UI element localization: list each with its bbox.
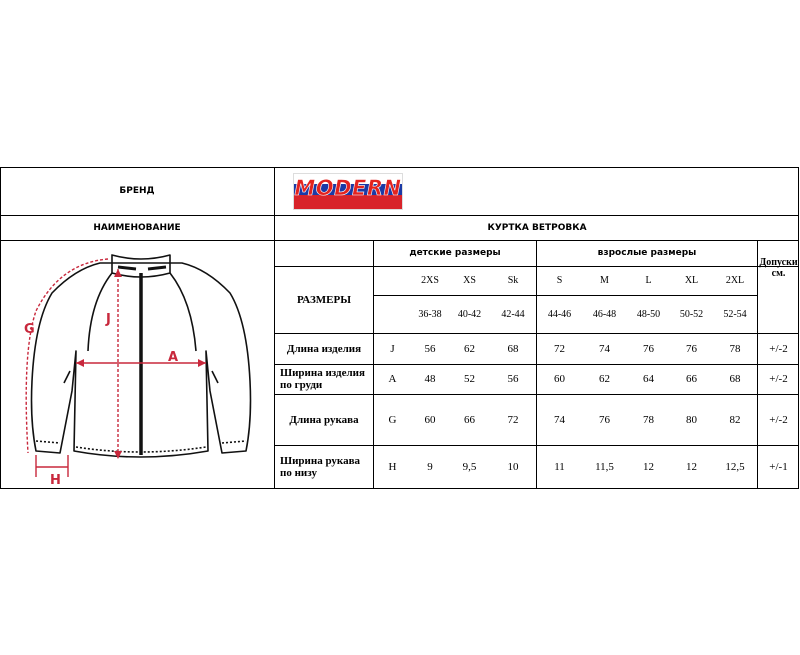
size-range-cell: 36-38 bbox=[418, 308, 442, 320]
measure-value: 9 bbox=[427, 461, 433, 473]
measure-value: 62 bbox=[599, 373, 610, 385]
measure-code: G bbox=[388, 413, 397, 426]
measure-value: 12 bbox=[686, 461, 697, 473]
measure-value: 72 bbox=[554, 342, 565, 355]
kids-sizes-header: детские размеры bbox=[409, 248, 501, 258]
measure-value: 66 bbox=[686, 373, 697, 385]
measure-value: 76 bbox=[599, 413, 610, 426]
measure-value: 76 bbox=[643, 342, 654, 355]
name-label: НАИМЕНОВАНИЕ bbox=[93, 222, 181, 233]
measure-value: 64 bbox=[643, 373, 654, 385]
brand-logo-text: MODERN bbox=[294, 176, 402, 200]
measure-value: 60 bbox=[554, 373, 565, 385]
measure-value: 12,5 bbox=[725, 461, 745, 473]
label-a: A bbox=[168, 350, 179, 365]
measure-g-line bbox=[26, 259, 108, 453]
size-range-cell: 48-50 bbox=[636, 308, 661, 320]
size-code-cell: XS bbox=[463, 275, 476, 286]
measure-name: Длина рукава bbox=[289, 413, 359, 426]
brand-logo bbox=[293, 173, 403, 210]
measure-value: 78 bbox=[643, 413, 654, 426]
sizes-label: РАЗМЕРЫ bbox=[296, 293, 352, 306]
measure-value: 68 bbox=[507, 342, 519, 355]
measure-value: 68 bbox=[729, 373, 741, 385]
tolerance-label: Допуски см. bbox=[759, 256, 798, 279]
measure-tolerance: +/-2 bbox=[769, 373, 788, 385]
measure-value: 56 bbox=[507, 373, 519, 385]
measure-value: 10 bbox=[507, 461, 519, 473]
measure-value: 60 bbox=[424, 413, 436, 426]
label-h: H bbox=[50, 473, 61, 488]
measure-value: 82 bbox=[729, 413, 741, 426]
size-code-cell: M bbox=[600, 275, 609, 286]
size-range-cell: 52-54 bbox=[723, 308, 747, 320]
jacket-diagram bbox=[0, 241, 274, 489]
measure-value: 74 bbox=[599, 342, 610, 355]
size-range-cell: 40-42 bbox=[457, 308, 482, 320]
measure-value: 66 bbox=[464, 413, 475, 426]
measure-name: Ширина изделия по груди bbox=[280, 367, 365, 391]
measure-tolerance: +/-2 bbox=[769, 413, 788, 426]
measure-value: 56 bbox=[424, 342, 436, 355]
measure-value: 78 bbox=[729, 342, 741, 355]
size-range-cell: 46-48 bbox=[592, 308, 617, 320]
measure-value: 80 bbox=[686, 413, 697, 426]
measure-value: 48 bbox=[424, 373, 436, 385]
measure-name: Ширина рукава по низу bbox=[280, 455, 361, 479]
size-code-cell: 2XL bbox=[725, 275, 745, 286]
measure-value: 12 bbox=[643, 461, 654, 473]
measure-tolerance: +/-2 bbox=[769, 342, 788, 355]
measure-tolerance: +/-1 bbox=[769, 461, 788, 473]
measure-value: 9,5 bbox=[462, 461, 477, 473]
brand-label: БРЕНД bbox=[119, 186, 155, 196]
measure-code: A bbox=[388, 373, 397, 385]
measure-value: 62 bbox=[464, 342, 475, 355]
size-code-cell: XL bbox=[684, 275, 699, 286]
size-range-cell: 42-44 bbox=[501, 308, 525, 320]
adult-sizes-header: взрослые размеры bbox=[597, 248, 697, 258]
size-code-cell: Sk bbox=[507, 275, 519, 286]
measure-value: 11 bbox=[554, 461, 565, 473]
measure-value: 52 bbox=[464, 373, 475, 385]
measure-value: 11,5 bbox=[595, 461, 614, 473]
measure-code: H bbox=[388, 461, 397, 473]
size-code-cell: S bbox=[556, 275, 563, 286]
label-j: J bbox=[106, 312, 111, 327]
measure-value: 72 bbox=[507, 413, 519, 426]
size-code-cell: L bbox=[645, 275, 652, 286]
measure-name: Длина изделия bbox=[286, 342, 362, 355]
size-code-cell: 2XS bbox=[421, 275, 439, 286]
label-g: G bbox=[24, 322, 35, 337]
size-range-cell: 50-52 bbox=[679, 308, 704, 320]
measure-code: J bbox=[390, 342, 395, 355]
measure-value: 74 bbox=[554, 413, 565, 426]
product-name: КУРТКА ВЕТРОВКА bbox=[487, 222, 587, 233]
size-range-cell: 44-46 bbox=[547, 308, 572, 320]
measure-value: 76 bbox=[686, 342, 697, 355]
